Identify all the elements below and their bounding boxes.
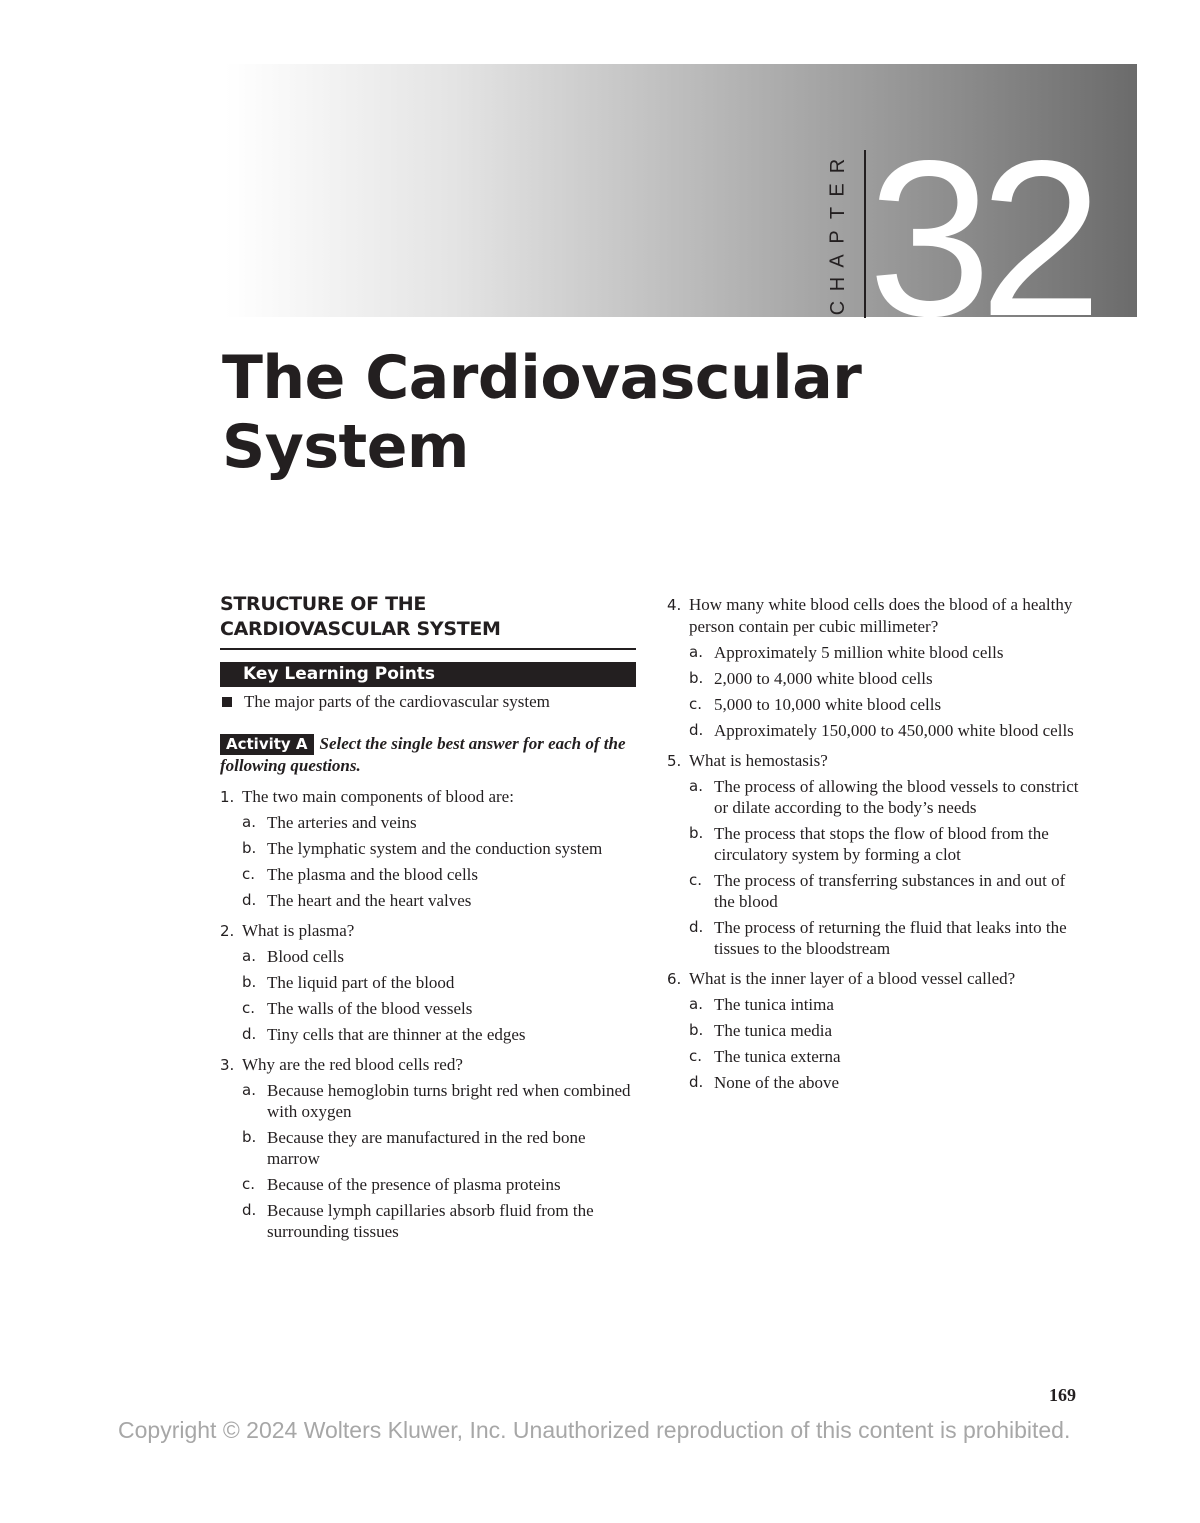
option-text: The arteries and veins (267, 813, 417, 832)
option-letter: a. (689, 777, 703, 795)
answer-option (667, 1072, 1087, 1093)
option-letter: a. (689, 643, 703, 661)
option-letter: d. (689, 1073, 704, 1091)
chapter-title-line1: The Cardiovascular (222, 343, 862, 413)
option-text: The tunica intima (714, 995, 834, 1014)
question-stem (220, 920, 636, 942)
option-letter: c. (242, 865, 256, 883)
answer-option (667, 1020, 1087, 1041)
section-heading-line2: CARDIOVASCULAR SYSTEM (220, 618, 501, 640)
question (667, 750, 1087, 959)
chapter-label-letter: P (827, 230, 849, 244)
chapter-label-letter: T (827, 207, 849, 220)
option-text: The process that stops the flow of blood from the circulatory system by forming a clot (714, 824, 1049, 864)
answer-option (667, 870, 1087, 912)
answer-options (220, 812, 636, 911)
chapter-label-letter: R (826, 158, 849, 174)
question (220, 1054, 636, 1242)
answer-options (667, 994, 1087, 1093)
question (220, 920, 636, 1045)
chapter-divider (864, 150, 866, 318)
option-letter: c. (242, 999, 256, 1017)
question-number: 2. (220, 922, 235, 940)
option-letter: a. (242, 813, 256, 831)
option-text: The tunica externa (714, 1047, 841, 1066)
question-number: 5. (667, 752, 682, 770)
question (667, 968, 1087, 1093)
question-text: What is hemostasis? (689, 751, 828, 770)
option-text: 5,000 to 10,000 white blood cells (714, 695, 942, 714)
option-letter: c. (689, 695, 703, 713)
chapter-label-letter: E (827, 182, 849, 197)
answer-option (667, 668, 1087, 689)
question-stem (667, 750, 1087, 772)
option-letter: d. (689, 918, 704, 936)
question-stem (220, 1054, 636, 1076)
option-text: The tunica media (714, 1021, 833, 1040)
key-learning-points-header: Key Learning Points (220, 662, 636, 687)
option-text: Approximately 150,000 to 450,000 white blood cells (714, 721, 1074, 740)
option-letter: b. (689, 824, 704, 842)
answer-option (667, 776, 1087, 818)
answer-option (220, 1200, 636, 1242)
answer-option (220, 864, 636, 885)
chapter-title-line2: System (222, 412, 469, 482)
option-text: The process of allowing the blood vessels to constrict or dilate according to the body’s needs (714, 777, 1079, 817)
question-stem (220, 786, 636, 808)
option-text: Because they are manufactured in the red bone marrow (267, 1128, 586, 1168)
option-letter: b. (242, 973, 257, 991)
answer-option (667, 917, 1087, 959)
right-column (667, 594, 1087, 1098)
option-letter: c. (689, 1047, 703, 1065)
option-text: Because lymph capillaries absorb fluid from the surrounding tissues (267, 1201, 594, 1241)
question-text: How many white blood cells does the blood of a healthy person contain per cubic millimeter? (689, 595, 1073, 636)
question-number: 3. (220, 1056, 235, 1074)
option-letter: a. (242, 947, 256, 965)
answer-option (667, 642, 1087, 663)
section-heading (220, 592, 636, 650)
option-text: Tiny cells that are thinner at the edges (267, 1025, 526, 1044)
option-letter: d. (242, 1025, 257, 1043)
activity-instruction-text: Select the single best answer for each of the following questions. (220, 734, 626, 775)
question-text: What is the inner layer of a blood vessel called? (689, 969, 1016, 988)
question (220, 786, 636, 911)
option-text: The walls of the blood vessels (267, 999, 473, 1018)
answer-options (667, 776, 1087, 959)
answer-option (220, 1174, 636, 1195)
answer-option (667, 1046, 1087, 1067)
bullet-square-icon (222, 697, 232, 707)
option-text: Because of the presence of plasma proteins (267, 1175, 561, 1194)
option-letter: a. (242, 1081, 256, 1099)
answer-option (220, 838, 636, 859)
option-letter: d. (242, 1201, 257, 1219)
question-text: Why are the red blood cells red? (242, 1055, 463, 1074)
option-letter: c. (689, 871, 703, 889)
option-letter: a. (689, 995, 703, 1013)
question (667, 594, 1087, 741)
question-list-right (667, 594, 1087, 1093)
answer-option (220, 972, 636, 993)
question-stem (667, 968, 1087, 990)
section-heading-line1: STRUCTURE OF THE (220, 593, 427, 615)
key-learning-point-text: The major parts of the cardiovascular system (244, 692, 550, 711)
option-letter: b. (242, 1128, 257, 1146)
chapter-title (222, 344, 862, 482)
activity-instruction (220, 733, 636, 777)
question-stem (667, 594, 1087, 638)
answer-option (667, 823, 1087, 865)
chapter-label (818, 156, 858, 318)
option-text: 2,000 to 4,000 white blood cells (714, 669, 933, 688)
copyright-notice: Copyright © 2024 Wolters Kluwer, Inc. Unauthorized reproduction of this content is prohibited. (118, 1417, 1071, 1443)
option-text: The plasma and the blood cells (267, 865, 479, 884)
answer-option (220, 1127, 636, 1169)
key-learning-point (220, 691, 636, 713)
answer-option (667, 994, 1087, 1015)
option-letter: c. (242, 1175, 256, 1193)
left-column (220, 592, 636, 1247)
option-text: The heart and the heart valves (267, 891, 472, 910)
option-text: None of the above (714, 1073, 840, 1092)
chapter-label-letter: C (826, 300, 849, 316)
answer-options (220, 946, 636, 1045)
option-text: The liquid part of the blood (267, 973, 455, 992)
option-letter: d. (242, 891, 257, 909)
answer-option (220, 998, 636, 1019)
question-number: 4. (667, 596, 682, 614)
answer-options (220, 1080, 636, 1242)
option-text: The process of returning the fluid that leaks into the tissues to the bloodstream (714, 918, 1067, 958)
option-letter: b. (689, 669, 704, 687)
question-text: The two main components of blood are: (242, 787, 514, 806)
option-letter: b. (689, 1021, 704, 1039)
answer-options (667, 642, 1087, 741)
chapter-label-letter: A (827, 253, 849, 268)
answer-option (220, 812, 636, 833)
option-letter: b. (242, 839, 257, 857)
answer-option (220, 946, 636, 967)
question-number: 1. (220, 788, 235, 806)
answer-option (220, 1024, 636, 1045)
option-text: Blood cells (267, 947, 344, 966)
question-text: What is plasma? (242, 921, 355, 940)
answer-option (220, 1080, 636, 1122)
option-text: Approximately 5 million white blood cells (714, 643, 1004, 662)
chapter-label-letter: H (826, 277, 849, 292)
activity-badge: Activity A (220, 734, 314, 755)
question-number: 6. (667, 970, 682, 988)
option-letter: d. (689, 721, 704, 739)
chapter-number: 32 (868, 128, 1091, 318)
answer-option (667, 694, 1087, 715)
answer-option (667, 720, 1087, 741)
option-text: The lymphatic system and the conduction system (267, 839, 603, 858)
option-text: Because hemoglobin turns bright red when combined with oxygen (267, 1081, 631, 1121)
page-number: 169 (1049, 1385, 1076, 1405)
answer-option (220, 890, 636, 911)
option-text: The process of transferring substances in and out of the blood (714, 871, 1066, 911)
question-list-left (220, 786, 636, 1242)
